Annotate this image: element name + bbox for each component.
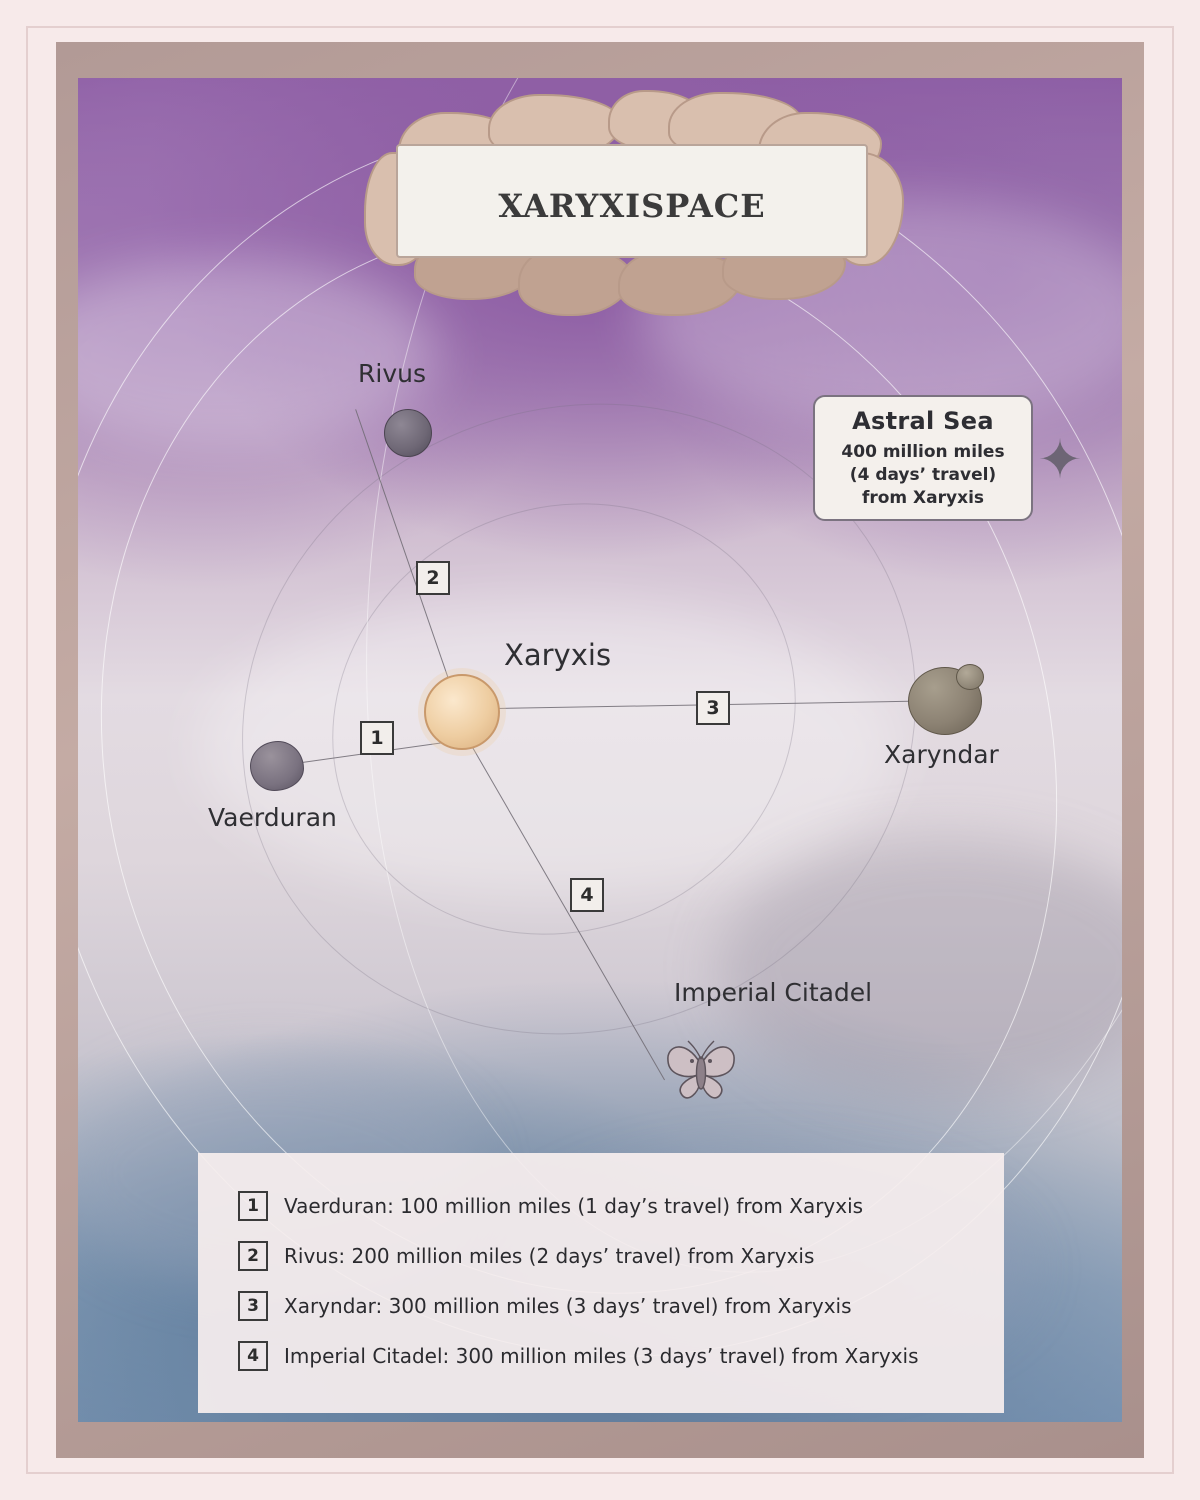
star-map (78, 78, 1122, 1422)
astral-sea-distance: 400 million miles (841, 442, 1005, 462)
map-tag-2[interactable]: 2 (416, 561, 450, 595)
label-rivus: Rivus (358, 359, 426, 388)
legend-tag: 2 (238, 1241, 268, 1271)
legend-panel (198, 1153, 1004, 1413)
body-rivus[interactable] (384, 409, 432, 457)
legend-text: Rivus: 200 million miles (2 days’ travel) from Xaryxis (284, 1244, 815, 1268)
map-tag-1[interactable]: 1 (360, 721, 394, 755)
astral-sea-travel: (4 days’ travel) (849, 464, 997, 485)
legend-text: Imperial Citadel: 300 million miles (3 days’ travel) from Xaryxis (284, 1344, 919, 1368)
legend-text: Vaerduran: 100 million miles (1 day’s travel) from Xaryxis (284, 1194, 864, 1218)
title-plate (396, 144, 868, 258)
legend-row (238, 1231, 964, 1281)
legend-row (238, 1281, 964, 1331)
legend-row (238, 1331, 964, 1381)
astral-sea-origin: from Xaryxis (861, 487, 985, 508)
legend-tag: 3 (238, 1291, 268, 1321)
legend-tag: 4 (238, 1341, 268, 1371)
legend-tag: 1 (238, 1191, 268, 1221)
map-tag-3[interactable]: 3 (696, 691, 730, 725)
imperial-citadel-icon[interactable] (656, 1033, 746, 1105)
compass-star-icon: ✦ (1037, 428, 1083, 491)
label-xaryxis: Xaryxis (504, 638, 612, 672)
body-xaryxis[interactable] (424, 674, 500, 750)
label-xaryndar: Xaryndar (884, 740, 999, 769)
title-cartouche (318, 96, 938, 316)
map-tag-4[interactable]: 4 (570, 878, 604, 912)
body-xaryndar-moon[interactable] (956, 664, 984, 690)
page-title: xaryxispace (498, 174, 766, 228)
astral-sea-callout (813, 395, 1033, 521)
astral-sea-title: Astral Sea (852, 407, 994, 435)
legend-text: Xaryndar: 300 million miles (3 days’ travel) from Xaryxis (284, 1294, 852, 1318)
cloud-decor (718, 838, 1122, 1098)
body-vaerduran[interactable] (250, 741, 304, 791)
legend-row (238, 1181, 964, 1231)
label-vaerduran: Vaerduran (208, 803, 337, 832)
astral-sea-detail (815, 441, 1031, 510)
orbit-ring (261, 428, 867, 1010)
route-line-citadel (469, 742, 665, 1080)
label-imperial-citadel: Imperial Citadel (674, 978, 873, 1007)
